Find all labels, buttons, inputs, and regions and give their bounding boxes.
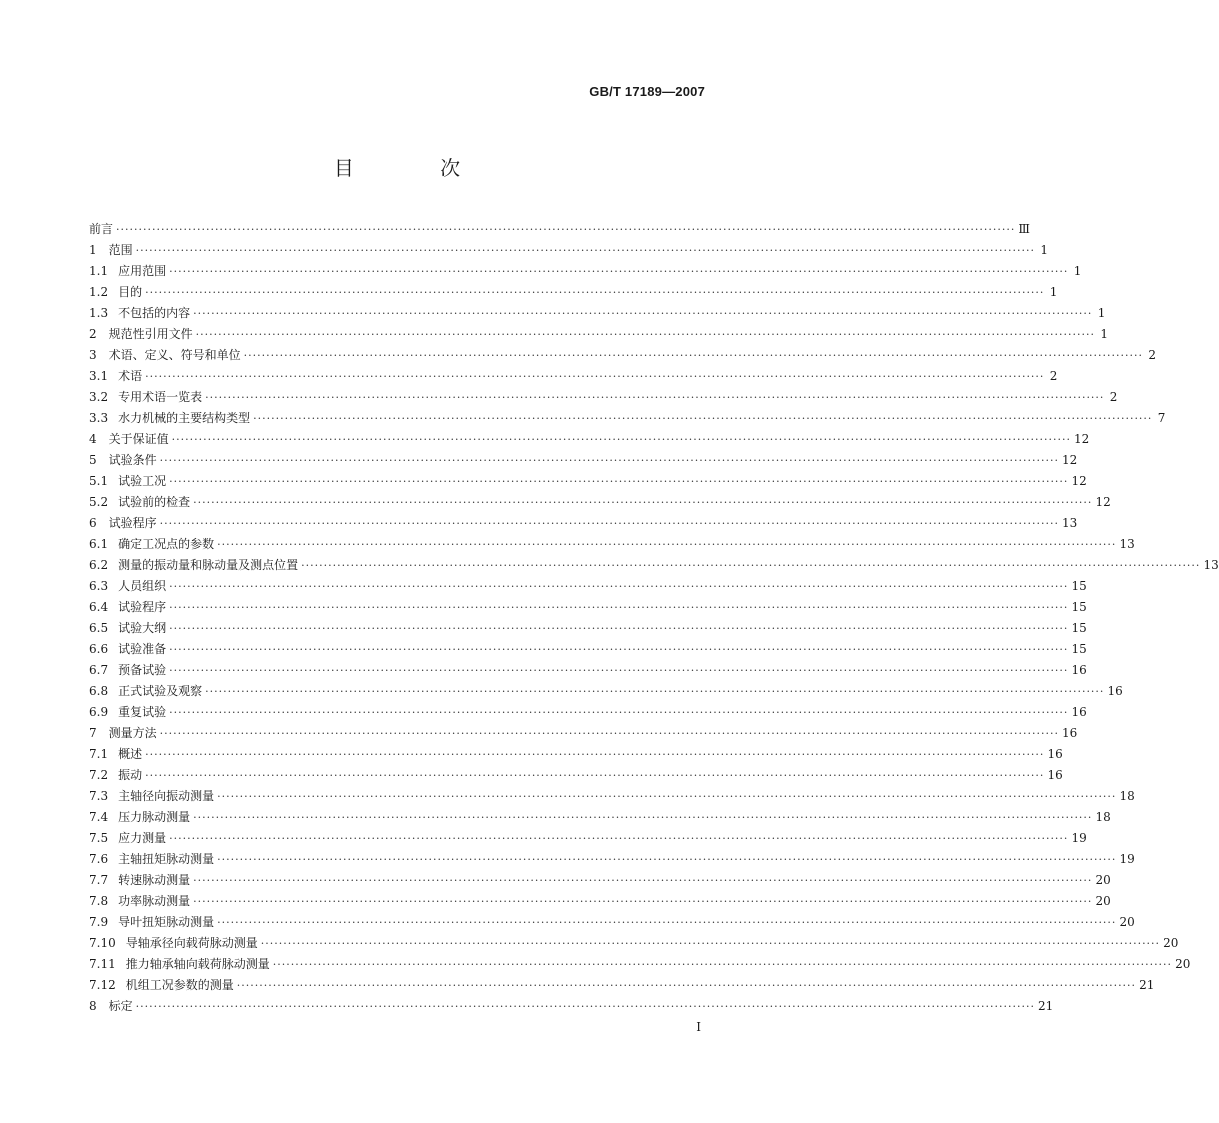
toc-entry-number: 2: [89, 327, 97, 341]
toc-entry[interactable]: [89, 450, 1078, 471]
toc-entry-number: 1.2: [89, 285, 109, 299]
toc-entry-label: 专用术语一览表: [118, 390, 203, 404]
toc-dot-leader: ········································································································································································································: [236, 979, 1137, 992]
toc-entry-number: 6.8: [89, 684, 109, 698]
toc-entry[interactable]: [89, 471, 1087, 492]
toc-dot-leader: ········································································································································································································: [169, 475, 1069, 488]
toc-entry-number: 7.2: [89, 768, 109, 782]
toc-entry[interactable]: [89, 954, 1191, 975]
toc-dot-leader: ········································································································································································································: [205, 685, 1105, 698]
toc-dot-leader: ········································································································································································································: [171, 433, 1071, 446]
toc-entry-page: 13: [1061, 516, 1078, 530]
toc-entry-number: 3: [89, 348, 97, 362]
toc-entry[interactable]: [89, 765, 1063, 786]
toc-entry[interactable]: [89, 513, 1078, 534]
toc-entry[interactable]: [89, 618, 1087, 639]
toc-entry-label: 机组工况参数的测量: [125, 978, 234, 992]
toc-dot-leader: ········································································································································································································: [159, 727, 1059, 740]
toc-entry-number: 7.3: [89, 789, 109, 803]
toc-entry-number: 7: [89, 726, 97, 740]
toc-entry-label: 导轴承径向载荷脉动测量: [125, 936, 258, 950]
toc-dot-leader: ········································································································································································································: [145, 370, 1045, 383]
toc-entry-label: 关于保证值: [108, 432, 169, 446]
toc-entry[interactable]: [89, 912, 1135, 933]
toc-dot-leader: ········································································································································································································: [193, 307, 1093, 320]
toc-entry[interactable]: [89, 366, 1058, 387]
toc-entry[interactable]: [89, 492, 1111, 513]
toc-dot-leader: ········································································································································································································: [193, 496, 1093, 509]
toc-dot-leader: ········································································································································································································: [193, 874, 1093, 887]
toc-entry-page: 20: [1095, 894, 1111, 908]
toc-entry-label: 转速脉动测量: [118, 873, 191, 887]
toc-dot-leader: ········································································································································································································: [253, 412, 1153, 425]
toc-entry-page: 1: [1049, 285, 1058, 299]
toc-entry-number: 6.3: [89, 579, 109, 593]
toc-entry-page: 1: [1100, 327, 1108, 341]
toc-entry-page: 18: [1095, 810, 1111, 824]
toc-entry-page: 12: [1071, 474, 1087, 488]
toc-entry[interactable]: [89, 597, 1087, 618]
toc-entry[interactable]: [89, 828, 1087, 849]
toc-entry-number: 6.5: [89, 621, 109, 635]
toc-entry[interactable]: [89, 324, 1108, 345]
toc-entry-label: 术语、定义、符号和单位: [108, 348, 241, 362]
toc-entry-page: 12: [1095, 495, 1111, 509]
toc-entry-page: 20: [1175, 957, 1191, 971]
toc-entry-label: 试验程序: [108, 516, 157, 530]
page-number: I: [696, 1020, 701, 1034]
toc-entry-number: 7.5: [89, 831, 109, 845]
toc-entry-label: 不包括的内容: [118, 306, 191, 320]
toc-entry-page: 2: [1109, 390, 1118, 404]
toc-entry-number: 3.1: [89, 369, 109, 383]
toc-entry[interactable]: [89, 534, 1135, 555]
toc-entry-page: 15: [1071, 600, 1087, 614]
toc-entry-number: 6.1: [89, 537, 109, 551]
toc-dot-leader: ········································································································································································································: [193, 895, 1093, 908]
toc-entry-number: 5.2: [89, 495, 109, 509]
toc-entry-page: 15: [1071, 621, 1087, 635]
toc-entry[interactable]: [89, 786, 1135, 807]
toc-entry-number: 6.9: [89, 705, 109, 719]
toc-entry-label: 正式试验及观察: [118, 684, 203, 698]
toc-entry[interactable]: [89, 345, 1156, 366]
toc-entry-page: 12: [1073, 432, 1090, 446]
toc-entry-page: 21: [1139, 978, 1155, 992]
toc-dot-leader: ········································································································································································································: [135, 244, 1035, 257]
toc-entry[interactable]: [89, 933, 1179, 954]
toc-entry[interactable]: [89, 576, 1087, 597]
toc-entry[interactable]: [89, 639, 1087, 660]
toc-entry-label: 重复试验: [118, 705, 167, 719]
toc-entry-number: 1.3: [89, 306, 109, 320]
toc-dot-leader: ········································································································································································································: [243, 349, 1143, 362]
toc-entry[interactable]: [89, 744, 1063, 765]
toc-entry-label: 确定工况点的参数: [118, 537, 215, 551]
toc-entry-page: 2: [1049, 369, 1058, 383]
toc-dot-leader: ········································································································································································································: [169, 622, 1069, 635]
toc-entry-label: 目的: [118, 285, 143, 299]
toc-entry-page: 1: [1073, 264, 1082, 278]
toc-entry-label: 预备试验: [118, 663, 167, 677]
toc-entry-label: 振动: [118, 768, 143, 782]
toc-entry-page: 13: [1119, 537, 1135, 551]
toc-entry-number: 7.9: [89, 915, 109, 929]
toc-entry-page: 15: [1071, 642, 1087, 656]
toc-entry-number: 7.7: [89, 873, 109, 887]
toc-entry-label: 概述: [118, 747, 143, 761]
toc-entry-label: 标定: [108, 999, 133, 1013]
toc-entry-page: 20: [1095, 873, 1111, 887]
toc-dot-leader: ········································································································································································································: [301, 559, 1201, 572]
toc-dot-leader: ········································································································································································································: [195, 328, 1095, 341]
toc-entry-page: Ⅲ: [1018, 222, 1030, 236]
toc-entry[interactable]: [89, 429, 1090, 450]
table-of-contents: [89, 219, 1219, 1017]
toc-entry[interactable]: [89, 681, 1123, 702]
toc-entry-page: 16: [1071, 663, 1087, 677]
toc-entry-label: 试验准备: [118, 642, 167, 656]
toc-dot-leader: ········································································································································································································: [135, 1000, 1035, 1013]
toc-dot-leader: ········································································································································································································: [169, 265, 1069, 278]
toc-entry-number: 7.8: [89, 894, 109, 908]
toc-entry-page: 13: [1203, 558, 1219, 572]
toc-entry-number: 7.10: [89, 936, 116, 950]
toc-dot-leader: ········································································································································································································: [169, 580, 1069, 593]
toc-entry-number: 7.4: [89, 810, 109, 824]
toc-dot-leader: ········································································································································································································: [260, 937, 1161, 950]
toc-dot-leader: ········································································································································································································: [217, 538, 1117, 551]
toc-entry[interactable]: [89, 282, 1058, 303]
toc-entry-number: 6.2: [89, 558, 109, 572]
toc-entry-label: 试验条件: [108, 453, 157, 467]
toc-entry-page: 19: [1071, 831, 1087, 845]
toc-entry-page: 1: [1040, 243, 1048, 257]
toc-dot-leader: ········································································································································································································: [159, 454, 1059, 467]
toc-entry[interactable]: [89, 870, 1111, 891]
toc-entry[interactable]: [89, 723, 1078, 744]
toc-entry-label: 试验程序: [118, 600, 167, 614]
toc-entry-label: 试验大纲: [118, 621, 167, 635]
toc-dot-leader: ········································································································································································································: [217, 916, 1117, 929]
toc-entry-page: 16: [1071, 705, 1087, 719]
toc-dot-leader: ········································································································································································································: [217, 853, 1117, 866]
toc-entry-page: 16: [1047, 747, 1063, 761]
toc-entry-label: 测量的振动量和脉动量及测点位置: [118, 558, 299, 572]
toc-entry-label: 功率脉动测量: [118, 894, 191, 908]
toc-entry-number: 7.1: [89, 747, 109, 761]
toc-entry-page: 20: [1119, 915, 1135, 929]
toc-entry-page: 20: [1163, 936, 1179, 950]
toc-entry-number: 6.6: [89, 642, 109, 656]
toc-dot-leader: ········································································································································································································: [169, 706, 1069, 719]
toc-entry-page: 19: [1119, 852, 1135, 866]
toc-entry-page: 16: [1061, 726, 1078, 740]
page-title: 目 次: [333, 156, 501, 180]
toc-entry-page: 16: [1107, 684, 1123, 698]
toc-entry-label: 主轴扭矩脉动测量: [118, 852, 215, 866]
toc-entry[interactable]: [89, 891, 1111, 912]
toc-entry-label: 规范性引用文件: [108, 327, 193, 341]
toc-entry-page: 1: [1097, 306, 1106, 320]
toc-entry-label: 应用范围: [118, 264, 167, 278]
toc-entry-number: 7.11: [89, 957, 116, 971]
toc-entry-label: 试验工况: [118, 474, 167, 488]
toc-dot-leader: ········································································································································································································: [145, 286, 1045, 299]
toc-entry[interactable]: [89, 975, 1155, 996]
toc-dot-leader: ········································································································································································································: [272, 958, 1173, 971]
toc-entry[interactable]: [89, 849, 1135, 870]
toc-entry-page: 7: [1157, 411, 1166, 425]
toc-dot-leader: ········································································································································································································: [193, 811, 1093, 824]
toc-entry-page: 12: [1061, 453, 1078, 467]
toc-entry-label: 试验前的检查: [118, 495, 191, 509]
toc-entry-page: 15: [1071, 579, 1087, 593]
toc-entry-page: 21: [1037, 999, 1054, 1013]
toc-entry-number: 7.6: [89, 852, 109, 866]
toc-entry-label: 推力轴承轴向载荷脉动测量: [125, 957, 270, 971]
toc-entry-label: 主轴径向振动测量: [118, 789, 215, 803]
toc-entry[interactable]: [89, 219, 1030, 240]
toc-entry-number: 7.12: [89, 978, 116, 992]
toc-entry[interactable]: [89, 408, 1166, 429]
toc-entry-number: 6: [89, 516, 97, 530]
toc-entry[interactable]: [89, 996, 1054, 1017]
toc-entry-label: 前言: [89, 222, 114, 236]
toc-entry-number: 6.4: [89, 600, 109, 614]
toc-entry-page: 18: [1119, 789, 1135, 803]
toc-dot-leader: ········································································································································································································: [169, 664, 1069, 677]
toc-entry-number: 1: [89, 243, 97, 257]
toc-entry-label: 压力脉动测量: [118, 810, 191, 824]
toc-entry-label: 导叶扭矩脉动测量: [118, 915, 215, 929]
toc-entry-number: 8: [89, 999, 97, 1013]
toc-entry-number: 1.1: [89, 264, 109, 278]
toc-dot-leader: ········································································································································································································: [217, 790, 1117, 803]
toc-dot-leader: ········································································································································································································: [169, 643, 1069, 656]
toc-dot-leader: ········································································································································································································: [145, 748, 1045, 761]
toc-entry[interactable]: [89, 807, 1111, 828]
toc-entry[interactable]: [89, 261, 1082, 282]
toc-entry-number: 6.7: [89, 663, 109, 677]
toc-entry[interactable]: [89, 387, 1118, 408]
toc-dot-leader: ········································································································································································································: [205, 391, 1105, 404]
toc-entry[interactable]: [89, 660, 1087, 681]
toc-dot-leader: ········································································································································································································: [169, 832, 1069, 845]
toc-entry-label: 测量方法: [108, 726, 157, 740]
toc-entry-label: 术语: [118, 369, 143, 383]
toc-entry[interactable]: [89, 303, 1106, 324]
toc-dot-leader: ········································································································································································································: [169, 601, 1069, 614]
toc-entry-label: 人员组织: [118, 579, 167, 593]
toc-entry-label: 范围: [108, 243, 133, 257]
toc-dot-leader: ········································································································································································································: [116, 223, 1016, 236]
toc-entry-number: 3.3: [89, 411, 109, 425]
toc-entry-number: 5.1: [89, 474, 109, 488]
toc-entry-number: 4: [89, 432, 97, 446]
toc-entry-label: 应力测量: [118, 831, 167, 845]
toc-entry-number: 5: [89, 453, 97, 467]
standard-number: GB/T 17189—2007: [589, 84, 705, 99]
toc-entry[interactable]: [89, 702, 1087, 723]
toc-entry-number: 3.2: [89, 390, 109, 404]
toc-entry[interactable]: [89, 555, 1219, 576]
toc-dot-leader: ········································································································································································································: [159, 517, 1059, 530]
toc-entry-page: 16: [1047, 768, 1063, 782]
toc-entry-label: 水力机械的主要结构类型: [118, 411, 251, 425]
toc-entry[interactable]: [89, 240, 1048, 261]
toc-entry-page: 2: [1148, 348, 1156, 362]
toc-dot-leader: ········································································································································································································: [145, 769, 1045, 782]
